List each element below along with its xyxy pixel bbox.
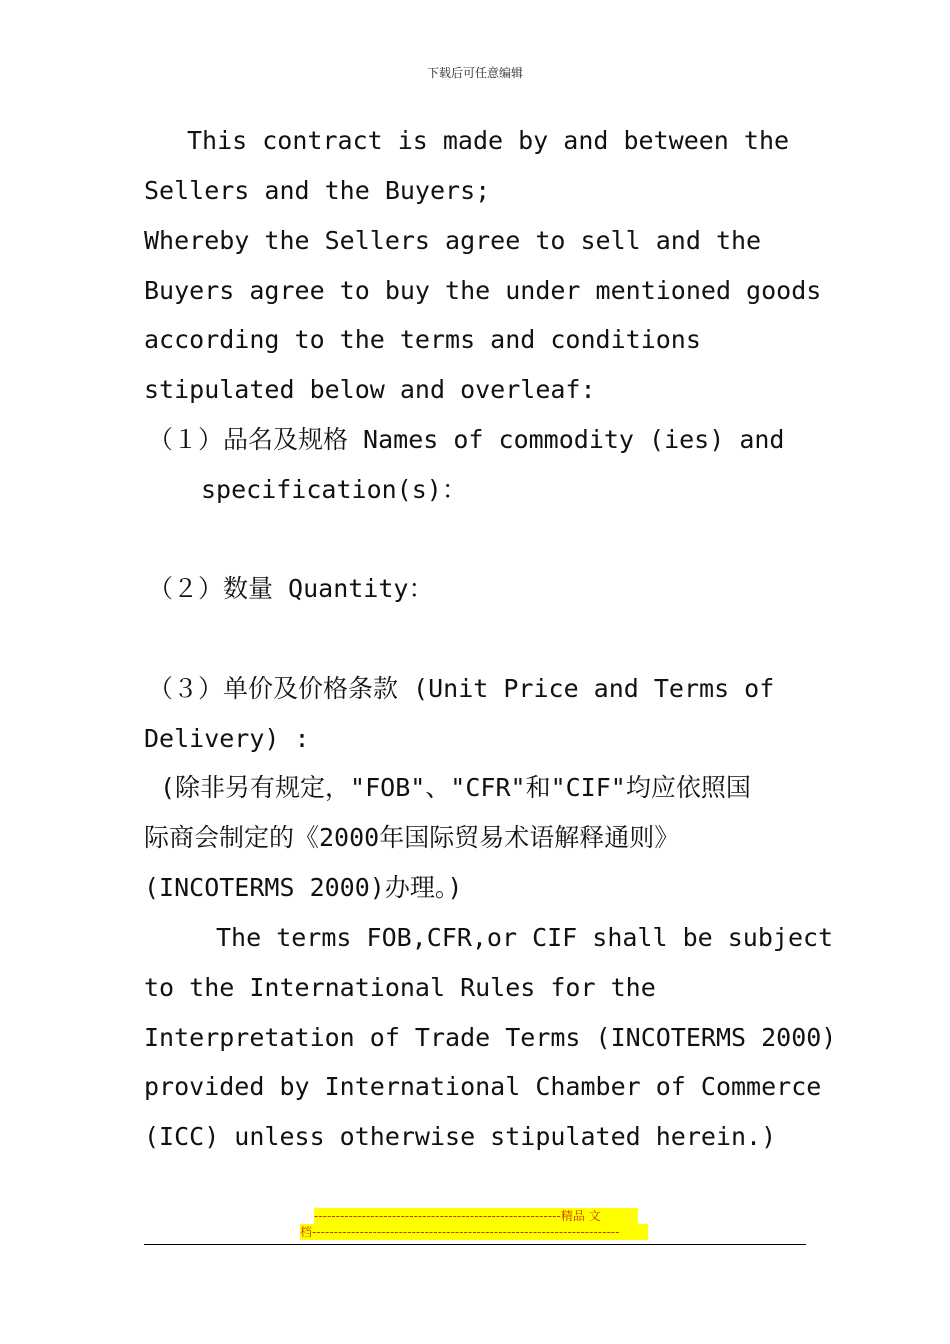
page-header: 下载后可任意编辑 <box>426 66 523 80</box>
body-line: Buyers agree to buy the under mentioned goods <box>144 276 822 305</box>
footer-watermark <box>300 1208 648 1240</box>
body-line: provided by International Chamber of Commerce <box>144 1072 822 1101</box>
footer-line-1: ---------------------------------------------------------精品 文 <box>314 1208 638 1224</box>
chinese-note-line: (INCOTERMS 2000)办理。) <box>144 873 463 902</box>
chinese-note-line: 际商会制定的《2000年国际贸易术语解释通则》 <box>144 823 680 852</box>
chinese-note-line: (除非另有规定，"FOB"、"CFR"和"CIF"均应依照国 <box>160 773 751 802</box>
body-line: (ICC) unless otherwise stipulated herein.) <box>144 1122 777 1151</box>
body-line: Whereby the Sellers agree to sell and the <box>144 226 762 255</box>
footer-divider <box>144 1244 806 1245</box>
body-line: to the International Rules for the <box>144 973 656 1002</box>
item-1-heading: （１）品名及规格 Names of commodity (ies) and <box>148 425 785 454</box>
item-3-heading-cont: Delivery) : <box>144 724 310 753</box>
body-line: This contract is made by and between the <box>187 126 790 155</box>
body-line: The terms FOB,CFR,or CIF shall be subject <box>216 923 834 952</box>
body-line: stipulated below and overleaf: <box>144 375 596 404</box>
item-3-heading: （３）单价及价格条款 (Unit Price and Terms of <box>148 674 775 703</box>
footer-line-2: 档----------------------------------------------------------------------- <box>300 1224 648 1240</box>
body-line: Interpretation of Trade Terms (INCOTERMS 2000) <box>144 1023 837 1052</box>
body-line: Sellers and the Buyers; <box>144 176 491 205</box>
item-1-heading-cont: specification(s)： <box>201 475 467 504</box>
body-line: according to the terms and conditions <box>144 325 701 354</box>
item-2-heading: （２）数量 Quantity： <box>148 574 434 603</box>
